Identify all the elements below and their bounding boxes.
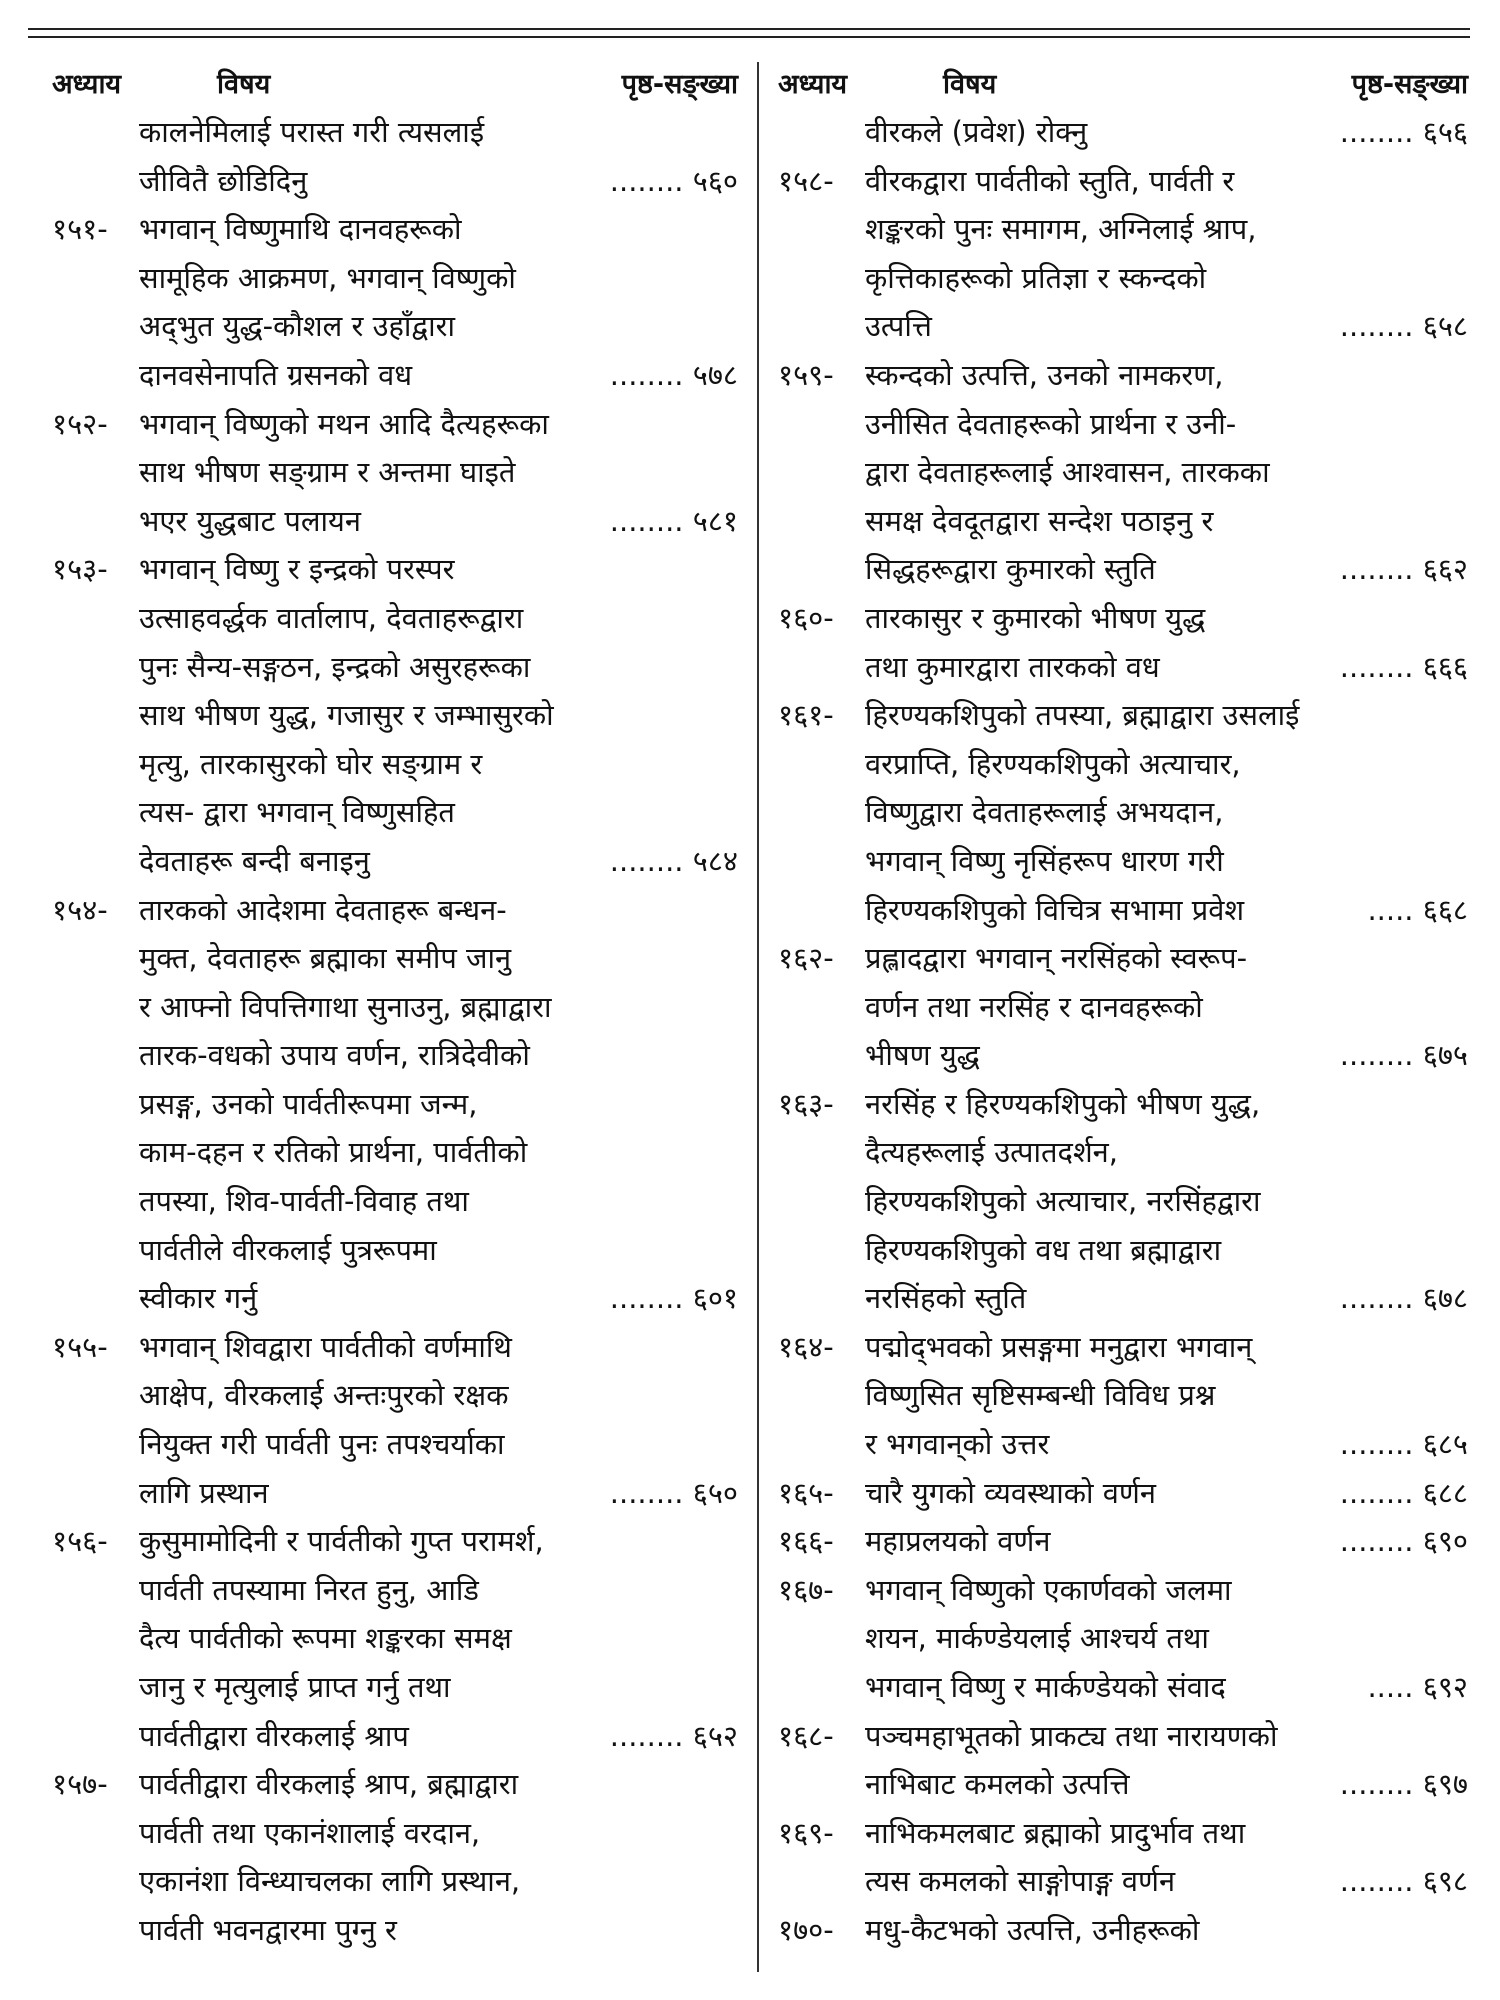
toc-line — [778, 1857, 1468, 1906]
chapter-number: १६६- — [778, 1524, 834, 1559]
toc-line — [52, 788, 738, 837]
toc-line — [778, 302, 1468, 351]
top-rule — [28, 28, 1470, 30]
toc-line — [778, 1128, 1468, 1177]
right-column — [778, 62, 1468, 1955]
chapter-number: १७०- — [778, 1912, 834, 1947]
chapter-number: १५८- — [778, 163, 834, 198]
chapter-number: १५६- — [52, 1524, 108, 1559]
toc-line — [778, 497, 1468, 546]
page-number: ..... ६९२ — [1367, 1670, 1468, 1704]
toc-line — [778, 1760, 1468, 1809]
toc-line — [778, 1663, 1468, 1712]
page-number: ..... ६६८ — [1367, 892, 1468, 927]
page-number: ........ ५७८ — [609, 357, 738, 392]
header-subject: विषय — [217, 69, 271, 100]
toc-entry — [778, 1080, 1468, 1323]
chapter-title-line: त्यस- द्वारा भगवान् विष्णुसहित — [139, 795, 455, 830]
page-number: ........ ६५६ — [1339, 115, 1468, 149]
chapter-title-line: नाभिकमलबाट ब्रह्माको प्रादुर्भाव तथा — [865, 1815, 1246, 1850]
page-number: ........ ६८८ — [1339, 1475, 1468, 1510]
chapter-number: १६४- — [778, 1329, 834, 1364]
toc-line — [52, 1712, 738, 1761]
toc-line — [52, 740, 738, 789]
chapter-title-line: उत्साहवर्द्धक वार्तालाप, देवताहरूद्वारा — [139, 600, 524, 635]
toc-line — [52, 1323, 738, 1372]
toc-line — [778, 1712, 1468, 1761]
toc-entry — [778, 1906, 1468, 1955]
toc-entry — [778, 1809, 1468, 1906]
chapter-title-line: स्वीकार गर्नु — [139, 1281, 258, 1316]
header-chapter: अध्याय — [52, 69, 122, 100]
toc-line — [778, 1809, 1468, 1858]
chapter-title-line: कालनेमिलाई परास्त गरी त्यसलाई — [139, 115, 485, 149]
toc-line — [52, 1128, 738, 1177]
page-number: ........ ५६० — [609, 163, 738, 198]
toc-entry — [778, 691, 1468, 934]
chapter-title-line: अद्‌भुत युद्ध-कौशल र उहाँद्वारा — [139, 309, 455, 344]
chapter-title-line: र आफ्नो विपत्तिगाथा सुनाउनु, ब्रह्माद्वारा — [139, 989, 552, 1024]
chapter-title-line: तारकको आदेशमा देवताहरू बन्धन- — [139, 892, 507, 927]
toc-line — [52, 497, 738, 546]
toc-line — [52, 837, 738, 886]
toc-entry — [778, 1712, 1468, 1809]
toc-entry — [778, 934, 1468, 1080]
toc-line — [52, 545, 738, 594]
toc-line — [52, 302, 738, 351]
page-number: ........ ६८५ — [1339, 1427, 1468, 1462]
toc-line — [52, 1420, 738, 1469]
page-number: ........ ६७८ — [1339, 1281, 1468, 1316]
toc-entry — [778, 1566, 1468, 1712]
chapter-title-line: र भगवान्‌को उत्तर — [865, 1427, 1050, 1462]
chapter-title-line: मधु-कैटभको उत्पत्ति, उनीहरूको — [865, 1912, 1200, 1947]
toc-line — [52, 1663, 738, 1712]
toc-line — [778, 1323, 1468, 1372]
chapter-title-line: वरप्राप्ति, हिरण्यकशिपुको अत्याचार, — [865, 746, 1241, 781]
chapter-title-line: विष्णुद्वारा देवताहरूलाई अभयदान, — [865, 795, 1224, 830]
chapter-title-line: भगवान् विष्णु नृसिंहरूप धारण गरी — [865, 843, 1224, 878]
toc-line — [52, 594, 738, 643]
chapter-title-line: मृत्यु, तारकासुरको घोर सङ्ग्राम र — [139, 746, 483, 781]
toc-line — [778, 351, 1468, 400]
toc-line — [52, 1566, 738, 1615]
chapter-title-line: उनीसित देवताहरूको प्रार्थना र उनी- — [865, 406, 1237, 441]
toc-line — [778, 1614, 1468, 1663]
left-entry-list — [52, 108, 738, 1955]
chapter-title-line: नरसिंहको स्तुति — [865, 1281, 1027, 1316]
chapter-title-line: त्यस कमलको साङ्गोपाङ्ग वर्णन — [865, 1864, 1176, 1899]
chapter-title-line: मुक्त, देवताहरू ब्रह्माका समीप जानु — [139, 941, 512, 976]
chapter-title-line: तारक-वधको उपाय वर्णन, रात्रिदेवीको — [139, 1038, 530, 1073]
toc-entry — [778, 594, 1468, 691]
toc-line — [52, 1809, 738, 1858]
chapter-number: १५३- — [52, 552, 108, 587]
toc-line — [778, 594, 1468, 643]
chapter-title-line: भगवान् विष्णुको एकार्णवको जलमा — [865, 1572, 1232, 1607]
chapter-title-line: तारकासुर र कुमारको भीषण युद्ध — [865, 600, 1206, 635]
page-number: ........ ५८१ — [609, 503, 738, 538]
chapter-number: १६९- — [778, 1815, 834, 1850]
chapter-title-line: द्वारा देवताहरूलाई आश्वासन, तारकका — [865, 455, 1270, 490]
chapter-title-line: कुसुमामोदिनी र पार्वतीको गुप्त परामर्श, — [139, 1524, 544, 1559]
toc-line — [778, 1274, 1468, 1323]
toc-line — [52, 1226, 738, 1275]
toc-line — [778, 1566, 1468, 1615]
chapter-title-line: महाप्रलयको वर्णन — [865, 1524, 1051, 1559]
chapter-number: १६२- — [778, 941, 834, 976]
toc-line — [778, 643, 1468, 692]
chapter-title-line: पार्वती तपस्यामा निरत हुनु, आडि — [139, 1572, 479, 1607]
chapter-title-line: काम-दहन र रतिको प्रार्थना, पार्वतीको — [139, 1135, 528, 1170]
chapter-title-line: प्रह्लादद्वारा भगवान् नरसिंहको स्वरूप- — [865, 941, 1248, 976]
page-number: ........ ६५२ — [609, 1718, 738, 1753]
toc-line — [52, 400, 738, 449]
toc-line — [52, 254, 738, 303]
toc-entry — [52, 886, 738, 1323]
toc-line — [52, 983, 738, 1032]
chapter-title-line: स्कन्दको उत्पत्ति, उनको नामकरण, — [865, 357, 1224, 392]
toc-line — [778, 254, 1468, 303]
toc-line — [778, 788, 1468, 837]
toc-line — [52, 643, 738, 692]
header-chapter: अध्याय — [778, 69, 848, 100]
chapter-number: १६७- — [778, 1572, 834, 1607]
chapter-title-line: आक्षेप, वीरकलाई अन्तःपुरको रक्षक — [139, 1378, 509, 1413]
right-header — [778, 62, 1468, 108]
toc-line — [52, 448, 738, 497]
chapter-title-line: लागि प्रस्थान — [139, 1475, 269, 1510]
chapter-title-line: उत्पत्ति — [865, 309, 932, 344]
toc-entry — [52, 1323, 738, 1517]
toc-line — [52, 351, 738, 400]
page-number: ........ ६६२ — [1339, 552, 1468, 587]
toc-line — [778, 1906, 1468, 1955]
chapter-title-line: पञ्चमहाभूतको प्राकट्य तथा नारायणको — [865, 1718, 1278, 1753]
chapter-title-line: कृत्तिकाहरूको प्रतिज्ञा र स्कन्दको — [865, 260, 1207, 295]
chapter-title-line: पार्वतीले वीरकलाई पुत्ररूपमा — [139, 1232, 437, 1267]
toc-entry — [778, 108, 1468, 157]
toc-entry — [52, 108, 738, 205]
chapter-title-line: चारै युगको व्यवस्थाको वर्णन — [865, 1475, 1156, 1510]
chapter-title-line: शयन, मार्कण्डेयलाई आश्चर्य तथा — [865, 1621, 1209, 1656]
toc-line — [778, 1517, 1468, 1566]
chapter-title-line: पार्वती भवनद्वारमा पुग्नु र — [139, 1912, 397, 1947]
chapter-title-line: हिरण्यकशिपुको विचित्र सभामा प्रवेश — [865, 892, 1245, 927]
chapter-number: १६८- — [778, 1718, 834, 1753]
toc-line — [778, 1371, 1468, 1420]
toc-entry — [778, 1323, 1468, 1469]
chapter-title-line: वर्णन तथा नरसिंह र दानवहरूको — [865, 989, 1203, 1024]
toc-line — [52, 691, 738, 740]
toc-line — [52, 1857, 738, 1906]
chapter-title-line: भगवान् विष्णु र इन्द्रको परस्पर — [139, 552, 455, 587]
page-number: ........ ६९० — [1339, 1524, 1468, 1559]
toc-line — [52, 157, 738, 206]
chapter-title-line: भीषण युद्ध — [865, 1038, 980, 1073]
left-column — [52, 62, 738, 1955]
toc-line — [52, 1031, 738, 1080]
toc-line — [778, 1420, 1468, 1469]
toc-line — [52, 1274, 738, 1323]
chapter-title-line: साथ भीषण युद्ध, गजासुर र जम्भासुरको — [139, 698, 554, 733]
chapter-title-line: विष्णुसित सृष्टिसम्बन्धी विविध प्रश्न — [865, 1378, 1216, 1413]
chapter-title-line: देवताहरू बन्दी बनाइनु — [139, 843, 370, 878]
toc-line — [778, 886, 1468, 935]
chapter-title-line: वीरकले (प्रवेश) रोक्नु — [865, 115, 1088, 149]
toc-line — [778, 1226, 1468, 1275]
chapter-number: १५७- — [52, 1767, 108, 1802]
chapter-title-line: भगवान् विष्णु र मार्कण्डेयको संवाद — [865, 1670, 1226, 1704]
chapter-title-line: भगवान् शिवद्वारा पार्वतीको वर्णमाथि — [139, 1329, 512, 1364]
page-number: ........ ६९७ — [1339, 1767, 1468, 1802]
toc-line — [778, 1031, 1468, 1080]
toc-line — [778, 740, 1468, 789]
toc-entry — [778, 351, 1468, 594]
chapter-title-line: नियुक्त गरी पार्वती पुनः तपश्चर्याका — [139, 1427, 505, 1462]
page-number: ........ ६५८ — [1339, 309, 1468, 344]
toc-line — [778, 691, 1468, 740]
chapter-number: १६१- — [778, 698, 834, 733]
chapter-title-line: शङ्करको पुनः समागम, अग्निलाई श्राप, — [865, 212, 1257, 247]
toc-line — [778, 448, 1468, 497]
toc-line — [52, 1906, 738, 1955]
chapter-title-line: पुनः सैन्य-सङ्गठन, इन्द्रको असुरहरूका — [139, 649, 531, 684]
toc-line — [778, 837, 1468, 886]
chapter-number: १५१- — [52, 212, 108, 247]
toc-entry — [778, 1469, 1468, 1518]
toc-line — [52, 1614, 738, 1663]
right-entry-list — [778, 108, 1468, 1955]
chapter-title-line: तथा कुमारद्वारा तारकको वध — [865, 649, 1160, 684]
chapter-title-line: भएर युद्धबाट पलायन — [139, 503, 361, 538]
page-number: ........ ६५० — [609, 1475, 738, 1510]
chapter-title-line: साथ भीषण सङ्ग्राम र अन्तमा घाइते — [139, 455, 516, 490]
toc-entry — [52, 205, 738, 399]
toc-line — [52, 1760, 738, 1809]
toc-line — [778, 545, 1468, 594]
column-divider — [757, 62, 759, 1972]
chapter-title-line: पार्वतीद्वारा वीरकलाई श्राप, ब्रह्माद्वारा — [139, 1767, 519, 1802]
toc-line — [778, 1177, 1468, 1226]
header-page-count: पृष्ठ-सङ्ख्या — [1351, 69, 1468, 100]
chapter-number: १५९- — [778, 357, 834, 392]
page-number: ........ ६६६ — [1339, 649, 1468, 684]
chapter-title-line: हिरण्यकशिपुको वध तथा ब्रह्माद्वारा — [865, 1232, 1222, 1267]
toc-line — [52, 934, 738, 983]
chapter-title-line: समक्ष देवदूतद्वारा सन्देश पठाइनु र — [865, 503, 1214, 538]
chapter-title-line: प्रसङ्ग, उनको पार्वतीरूपमा जन्म, — [139, 1086, 478, 1121]
toc-entry — [778, 1517, 1468, 1566]
chapter-title-line: दानवसेनापति ग्रसनको वध — [139, 357, 413, 392]
chapter-title-line: भगवान् विष्णुको मथन आदि दैत्यहरूका — [139, 406, 549, 441]
chapter-title-line: जानु र मृत्युलाई प्राप्त गर्नु तथा — [139, 1670, 451, 1704]
chapter-title-line: हिरण्यकशिपुको अत्याचार, नरसिंहद्वारा — [865, 1184, 1261, 1219]
chapter-number: १५५- — [52, 1329, 108, 1364]
chapter-title-line: नाभिबाट कमलको उत्पत्ति — [865, 1767, 1130, 1802]
toc-line — [778, 983, 1468, 1032]
chapter-title-line: जीवितै छोडिदिनु — [139, 163, 308, 198]
toc-entry — [52, 400, 738, 546]
toc-line — [52, 205, 738, 254]
chapter-title-line: दैत्यहरूलाई उत्पातदर्शन, — [865, 1135, 1118, 1170]
toc-line — [52, 1177, 738, 1226]
chapter-number: १६५- — [778, 1475, 834, 1510]
chapter-title-line: सामूहिक आक्रमण, भगवान् विष्णुको — [139, 260, 516, 295]
header-page-count: पृष्ठ-सङ्ख्या — [621, 69, 738, 100]
toc-entry — [778, 157, 1468, 351]
toc-line — [52, 886, 738, 935]
toc-line — [52, 1517, 738, 1566]
toc-line — [778, 1080, 1468, 1129]
chapter-number: १५४- — [52, 892, 108, 927]
chapter-title-line: दैत्य पार्वतीको रूपमा शङ्करका समक्ष — [139, 1621, 512, 1656]
chapter-title-line: पद्मोद्‌भवको प्रसङ्गमा मनुद्वारा भगवान् — [865, 1329, 1253, 1364]
chapter-title-line: एकानंशा विन्ध्याचलका लागि प्रस्थान, — [139, 1864, 521, 1899]
header-subject: विषय — [943, 69, 997, 100]
toc-line — [778, 934, 1468, 983]
chapter-title-line: पार्वतीद्वारा वीरकलाई श्राप — [139, 1718, 409, 1753]
toc-line — [778, 157, 1468, 206]
chapter-title-line: नरसिंह र हिरण्यकशिपुको भीषण युद्ध, — [865, 1086, 1261, 1121]
page-number: ........ ६९८ — [1339, 1864, 1468, 1899]
page-number: ........ ६७५ — [1339, 1038, 1468, 1073]
toc-entry — [52, 545, 738, 885]
toc-line — [778, 108, 1468, 157]
left-header — [52, 62, 738, 108]
page-number: ........ ६०१ — [609, 1281, 738, 1316]
chapter-title-line: सिद्धहरूद्वारा कुमारको स्तुति — [865, 552, 1156, 587]
toc-line — [778, 1469, 1468, 1518]
chapter-title-line: वीरकद्वारा पार्वतीको स्तुति, पार्वती र — [865, 163, 1235, 198]
chapter-number: १५२- — [52, 406, 108, 441]
toc-line — [52, 108, 738, 157]
chapter-title-line: भगवान् विष्णुमाथि दानवहरूको — [139, 212, 462, 247]
chapter-title-line: पार्वती तथा एकानंशालाई वरदान, — [139, 1815, 481, 1850]
toc-line — [778, 205, 1468, 254]
chapter-title-line: हिरण्यकशिपुको तपस्या, ब्रह्माद्वारा उसलाई — [865, 698, 1300, 733]
chapter-number: १६०- — [778, 600, 834, 635]
toc-line — [778, 400, 1468, 449]
toc-entry — [52, 1760, 738, 1954]
page-number: ........ ५८४ — [609, 843, 738, 878]
toc-line — [52, 1080, 738, 1129]
toc-line — [52, 1469, 738, 1518]
top-rule-double — [28, 36, 1470, 38]
chapter-title-line: तपस्या, शिव-पार्वती-विवाह तथा — [139, 1184, 469, 1219]
toc-entry — [52, 1517, 738, 1760]
chapter-number: १६३- — [778, 1086, 834, 1121]
toc-line — [52, 1371, 738, 1420]
